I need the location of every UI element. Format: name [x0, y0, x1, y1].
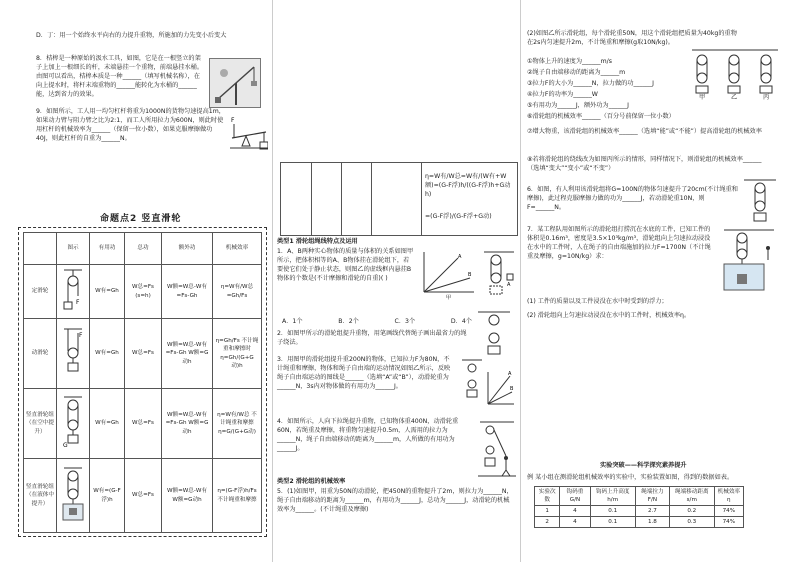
figure-label: 丙	[763, 94, 770, 101]
pulley-figure-q6	[740, 178, 780, 224]
table-cell: 0.3	[669, 517, 714, 528]
table-header: 钩码重G/N	[560, 487, 590, 506]
table-header	[24, 233, 57, 265]
row-name: 竖直滑轮组（在液体中提升）	[24, 459, 57, 533]
question-6: 6．如图，有人利用该滑轮组将G=100N的物体匀速提升了20cm(不计绳重和摩擦)，此过程克服摩擦力做的功为______J，若动滑轮重10N，则F=______N。	[527, 186, 738, 211]
total-work: W总=Fs	[125, 319, 162, 389]
table-header: 机械效率η	[714, 487, 743, 506]
useful-work: W有=Gh	[90, 319, 125, 389]
table-cell: 2.7	[635, 506, 669, 517]
svg-text:A: A	[458, 254, 462, 260]
fixed-pulley-figure	[57, 265, 90, 319]
sub-item: ⑧若将滑轮组的绕线改为如图丙所示的情形，同样情况下，则滑轮组的机械效率______（选填“变大”“变小”或“不变”）	[527, 156, 762, 172]
table-cell: 0.2	[669, 506, 714, 517]
underwater-pulley-figure	[57, 459, 90, 533]
pulley-figure-yi	[482, 250, 516, 300]
table-cell: 2	[535, 517, 560, 528]
efficiency-formula-simplified: =(G-F浮)/(G-F浮+G动)	[425, 213, 492, 220]
table-header: 钩码上升高度h/m	[590, 487, 635, 506]
mass-volume-graph	[418, 250, 476, 300]
svg-text:B: B	[468, 272, 472, 278]
sub-item: ⑥滑轮组的机械效率______（百分号前保留一位小数）	[527, 113, 675, 120]
table-header: 额外功	[162, 233, 213, 265]
table-header: 实验次数	[535, 487, 560, 506]
table-header: 总功	[125, 233, 162, 265]
table-cell: 1	[535, 506, 560, 517]
table-row	[24, 319, 262, 389]
useful-work: W有=Gh	[90, 389, 125, 459]
extra-work: W额=W总-W有=Fs-Gh W额=G动h	[162, 319, 213, 389]
table-cell: 4	[560, 517, 590, 528]
svg-text:G: G	[63, 441, 68, 449]
svg-text:A: A	[507, 282, 511, 288]
question-7: 7．某工程队用如图所示的滑轮组打捞沉在水底的工件，已知工件的体积是0.16m³，密度是3.5×10³kg/m³，滑轮组向上匀速拉动浸没在水中的工件时，人在绳子的自由端施加的拉力F=1700N（不计绳重及摩擦，g=10N/kg）求：	[527, 226, 711, 260]
question-1: 1．A、B两种实心物体的质量与体积的关系如图甲所示，把体积相等的A、B物体挂在滑轮组下，若要使它们处于静止状态，则图乙的虚线框内悬挂B物体的个数是(不计摩擦和滑轮的自重)( )	[277, 248, 414, 282]
movable-pulley-figure	[57, 319, 90, 389]
lever-diagram	[230, 112, 268, 152]
svg-text:甲: 甲	[446, 295, 452, 300]
table-header-row	[24, 233, 262, 265]
table-header-row	[535, 487, 744, 506]
figure-label: 甲	[699, 94, 706, 101]
sub-item: ①物体上升的速度为______m/s	[527, 58, 612, 65]
table-header: 图示	[57, 233, 90, 265]
q5-sub-items	[527, 58, 687, 124]
extra-work: W额=W总-W有=Fs-Gh	[162, 265, 213, 319]
option-b[interactable]: B．2个	[338, 318, 359, 325]
pulley-figure-q3	[458, 358, 516, 414]
option-d[interactable]: D．4个	[450, 318, 472, 325]
row-name: 定滑轮	[24, 265, 57, 319]
type1-title: 类型1 滑轮组绳线特点及运用	[277, 238, 358, 245]
sub-item: ④拉力F的功率为______W	[527, 91, 598, 98]
column-divider	[520, 0, 521, 562]
question-5: 5．(1)如图甲，用重为50N的动滑轮，把450N的重物提升了2m，则拉力为______N，绳子自由端移动的距离为______m，有用功为______J，总功为______J，动滑轮的机械效率为______。(不计绳重及摩擦)	[277, 488, 513, 513]
svg-text:B: B	[510, 386, 514, 392]
table-cell: 1.8	[635, 517, 669, 528]
table-header: 有用功	[90, 233, 125, 265]
table-header: 绳端移动距离s/m	[669, 487, 714, 506]
option-a[interactable]: A．1个	[282, 318, 303, 325]
useful-work: W有=Gh	[90, 265, 125, 319]
total-work: W总=Fs	[125, 389, 162, 459]
table-header: 绳端拉力F/N	[635, 487, 669, 506]
table-cell: 0.1	[590, 506, 635, 517]
table-row	[535, 506, 744, 517]
question-7-part-2: (2) 滑轮组向上匀速拉动浸没在水中的工件时，机械效率η。	[527, 312, 691, 319]
extra-work: W额=W总-W有=Fs-Gh W额=G动h	[162, 389, 213, 459]
efficiency-formula: η=W有/W总=W有/(W有+W额)=(G-F浮)h/((G-F浮)h+G动h)	[425, 173, 511, 198]
shadoof-illustration	[209, 58, 261, 108]
svg-text:F: F	[76, 298, 80, 306]
experiment-table	[534, 486, 744, 528]
table-row	[24, 389, 262, 459]
table-row	[24, 459, 262, 533]
formula-box	[280, 162, 518, 236]
efficiency: η=Gh/Fs 不计绳重和摩擦时 η=Gh/(G+G动)h	[213, 319, 262, 389]
pulley-block-figure	[57, 389, 90, 459]
salvage-figure	[718, 228, 780, 292]
question-9: 9．如图所示，工人用一均匀杠杆将重为1000N的货物匀速提高1m，如果动力臂与阻力臂之比为2:1，而工人所用拉力为600N，则此时使用杠杆的机械效率为______（保留一位小数），如果克服摩擦做功40J，则此杠杆的自重为______N。	[36, 108, 225, 142]
question-2: 2．如图甲所示的滑轮组提升重物，用笔画线代替绳子画出最省力的绳子绕法。	[277, 330, 467, 346]
svg-text:F: F	[79, 331, 83, 339]
pulley-summary-table	[23, 232, 262, 533]
efficiency: η=W有/W总=Gh/Fs	[213, 265, 262, 319]
question-8: 8．桔槔是一种原始的汲水工具，如图，它是在一根竖立的架子上加上一根细长的杆，末端悬挂一个重物，前端悬挂水桶。由图可以看出，桔槔本质是一种______（填写机械名称），在向上提水时，将杆末端重物的______能转化为水桶的______能，达到省力的效果。	[36, 55, 204, 98]
experiment-intro: 例 某小组在测滑轮组机械效率的实验中，实验装置如图，得到的数据如表。	[527, 474, 734, 481]
table-header: 机械效率	[213, 233, 262, 265]
column-divider	[272, 0, 273, 562]
section-title: 命题点2 竖直滑轮	[100, 214, 182, 224]
useful-work: W有=(G-F浮)h	[90, 459, 125, 533]
question-5-part-2: (2)如图乙所示滑轮组，每个滑轮重50N，用这个滑轮组把质量为40kg的重物在2s内匀速提升2m，不计绳重和摩擦(g取10N/kg)。	[527, 30, 737, 46]
pulley-summary-box	[18, 227, 267, 537]
figure-label: 乙	[731, 94, 738, 101]
table-cell: 4	[560, 506, 590, 517]
table-cell: 74%	[714, 506, 743, 517]
efficiency: η=(G-F浮)h/Fs 不计绳重和摩擦	[213, 459, 262, 533]
table-cell: 74%	[714, 517, 743, 528]
total-work: W总=Fs (s=h)	[125, 265, 162, 319]
option-d-text: D．丁：用一个始终水平向右的力提升重物，所施加的力先变小后变大	[36, 32, 227, 39]
table-row	[535, 517, 744, 528]
pulley-figures-jia-yi-bing	[690, 48, 780, 104]
sub-item: ②绳子自由端移动的距离为______m	[527, 69, 626, 76]
sub-item: ③拉力F的大小为______N，拉力做的功______J	[527, 80, 654, 87]
pulley-figure-q2	[474, 310, 514, 356]
table-row	[24, 265, 262, 319]
svg-text:A: A	[508, 371, 512, 377]
sub-item: ⑦增大物重，该滑轮组的机械效率______（选填“能”或“不能”）提高滑轮组的机械效率	[527, 128, 762, 135]
type2-title: 类型2 滑轮组的机械效率	[277, 478, 346, 485]
sub-item: ⑤有用功为______J，额外功为______J	[527, 102, 630, 109]
option-c[interactable]: C．3个	[394, 318, 416, 325]
question-1-options	[282, 318, 472, 327]
row-name: 动滑轮	[24, 319, 57, 389]
efficiency: η=W有/W总 不计绳重和摩擦 η=G/(G+G动)	[213, 389, 262, 459]
row-name: 竖直滑轮组（在空中提升）	[24, 389, 57, 459]
experiment-title: 实验突破——科学探究素养提升	[600, 462, 687, 469]
extra-work: W额=W总-W有 W额=G动h	[162, 459, 213, 533]
table-cell: 0.1	[590, 517, 635, 528]
total-work: W总=Fs	[125, 459, 162, 533]
question-4: 4．如图所示，人向下拉绳提升重物，已知物体重400N，动滑轮重60N，若绳重及摩擦，将重物匀速提升0.5m，人需用的拉力为______N，绳子自由端移动的距离为______m，人所做的有用功为______J。	[277, 418, 459, 452]
question-7-part-1: (1) 工件的质量以及工件浸没在水中时受到的浮力；	[527, 298, 668, 305]
person-pulley-figure	[478, 420, 516, 478]
question-3: 3．用图甲的滑轮组提升重200N的物体，已知拉力F为80N，不计绳重和摩擦，物体和绳子自由端的运动情况如图乙所示，反映绳子自由端运动的图线是______（选填“A”或“B”），动滑轮重为______N，3s内对物体做的有用功为______J。	[277, 356, 451, 390]
svg-text:F: F	[231, 117, 235, 124]
